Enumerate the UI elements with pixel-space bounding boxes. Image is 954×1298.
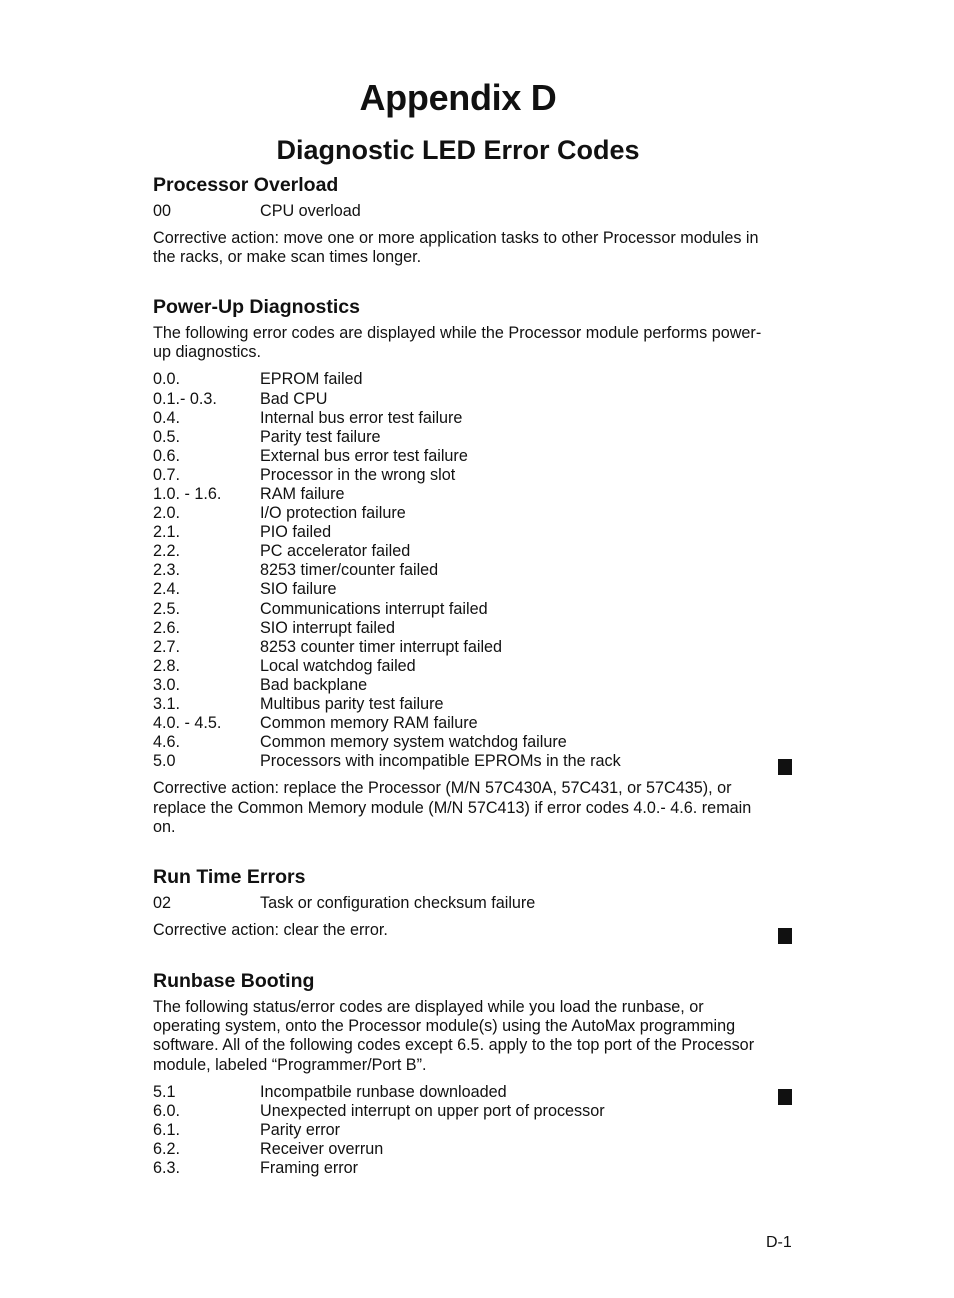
- error-code: 5.1: [153, 1082, 176, 1101]
- revision-change-bar: [778, 759, 792, 775]
- error-description: Receiver overrun: [260, 1140, 384, 1159]
- error-code: 0.4.: [153, 408, 181, 427]
- code-row: [153, 447, 773, 466]
- section-power-up-diagnostics: [153, 295, 773, 845]
- error-code: 2.0.: [153, 504, 181, 523]
- error-description: I/O protection failure: [260, 504, 406, 523]
- error-code: 2.2.: [153, 542, 181, 561]
- error-description: PIO failed: [260, 523, 332, 542]
- error-code: 2.5.: [153, 599, 181, 618]
- revision-change-bar: [778, 1089, 792, 1105]
- code-row: [153, 1140, 773, 1159]
- section-heading: Run Time Errors: [153, 866, 306, 888]
- code-list: [153, 894, 773, 913]
- corrective-action: Corrective action: move one or more application tasks to other Processor modules in the racks, or make scan times longer.: [153, 229, 759, 267]
- section-run-time-errors: [153, 865, 773, 948]
- code-row: [153, 561, 773, 580]
- error-code: 3.1.: [153, 695, 181, 713]
- code-row: [153, 638, 773, 657]
- code-row: [153, 1102, 773, 1121]
- section-runbase-booting: [153, 969, 773, 1186]
- code-row: [153, 485, 773, 504]
- section-heading: Runbase Booting: [153, 970, 315, 992]
- code-row: [153, 1159, 773, 1178]
- code-list: [153, 202, 773, 221]
- code-row: [153, 523, 773, 542]
- code-row: [153, 894, 773, 913]
- error-code: 4.0. - 4.5.: [153, 714, 222, 733]
- error-description: PC accelerator failed: [260, 542, 411, 561]
- code-row: [153, 1121, 773, 1140]
- error-code: 0.7.: [153, 465, 181, 484]
- error-description: Multibus parity test failure: [260, 695, 444, 713]
- error-code: 6.1.: [153, 1121, 181, 1139]
- code-row: [153, 466, 773, 485]
- error-description: 8253 counter timer interrupt failed: [260, 637, 503, 656]
- code-row: [153, 619, 773, 638]
- error-description: CPU overload: [260, 202, 361, 220]
- error-description: Task or configuration checksum failure: [260, 894, 536, 912]
- error-code: 0.1.- 0.3.: [153, 389, 217, 408]
- code-row: [153, 370, 773, 389]
- error-description: Processor in the wrong slot: [260, 465, 456, 484]
- code-list: [153, 370, 773, 771]
- section-processor-overload: [153, 173, 773, 276]
- code-row: [153, 714, 773, 733]
- error-description: 8253 timer/counter failed: [260, 561, 439, 580]
- code-row: [153, 542, 773, 561]
- code-list: [153, 1083, 773, 1178]
- page-number: D-1: [766, 1234, 792, 1251]
- error-description: Communications interrupt failed: [260, 599, 488, 618]
- error-code: 4.6.: [153, 733, 181, 752]
- code-row: [153, 1083, 773, 1102]
- error-description: Parity test failure: [260, 427, 381, 446]
- error-code: 2.4.: [153, 580, 181, 599]
- error-description: Internal bus error test failure: [260, 408, 463, 427]
- code-row: [153, 580, 773, 599]
- error-description: Common memory RAM failure: [260, 714, 478, 733]
- error-code: 3.0.: [153, 675, 181, 694]
- error-description: SIO interrupt failed: [260, 618, 395, 637]
- code-row: [153, 409, 773, 428]
- code-row: [153, 676, 773, 695]
- error-code: 2.6.: [153, 618, 181, 637]
- error-description: Parity error: [260, 1121, 341, 1139]
- error-description: Bad CPU: [260, 389, 328, 408]
- error-code: 2.3.: [153, 561, 181, 580]
- code-row: [153, 428, 773, 447]
- error-description: EPROM failed: [260, 370, 363, 389]
- error-code: 2.1.: [153, 523, 181, 542]
- error-description: Bad backplane: [260, 675, 368, 694]
- error-description: Incompatbile runbase downloaded: [260, 1082, 507, 1101]
- section-intro: The following status/error codes are displayed while you load the runbase, or operating system, onto the Processor module(s) using the AutoMax programming software. All of the following codes except 6.5. apply to the top port of the Processor module, labeled “Programmer/Port B”.: [153, 998, 755, 1074]
- error-description: Local watchdog failed: [260, 656, 416, 675]
- code-row: [153, 202, 773, 221]
- page-subtitle: Diagnostic LED Error Codes: [276, 135, 640, 166]
- corrective-action: Corrective action: clear the error.: [153, 921, 388, 940]
- error-description: Processors with incompatible EPROMs in the rack: [260, 752, 621, 771]
- error-code: 02: [153, 894, 172, 912]
- error-code: 2.7.: [153, 637, 181, 656]
- section-intro: The following error codes are displayed while the Processor module performs power-up diagnostics.: [153, 324, 762, 362]
- code-row: [153, 695, 773, 714]
- section-heading: Processor Overload: [153, 174, 339, 196]
- corrective-action: Corrective action: replace the Processor (M/N 57C430A, 57C431, or 57C435), or replace the Common Memory module (M/N 57C413) if error codes 4.0.- 4.6. remain on.: [153, 779, 752, 836]
- error-description: External bus error test failure: [260, 446, 468, 465]
- page-title: Appendix D: [359, 77, 557, 119]
- code-row: [153, 390, 773, 409]
- error-code: 6.2.: [153, 1140, 181, 1159]
- error-code: 5.0: [153, 752, 176, 771]
- error-description: Common memory system watchdog failure: [260, 733, 567, 752]
- error-code: 0.5.: [153, 427, 181, 446]
- error-code: 6.0.: [153, 1101, 181, 1120]
- error-code: 2.8.: [153, 656, 181, 675]
- code-row: [153, 600, 773, 619]
- section-heading: Power-Up Diagnostics: [153, 296, 360, 318]
- error-description: Unexpected interrupt on upper port of processor: [260, 1101, 605, 1120]
- error-description: Framing error: [260, 1159, 359, 1178]
- error-code: 00: [153, 202, 172, 220]
- error-description: SIO failure: [260, 580, 337, 599]
- error-code: 0.0.: [153, 370, 181, 389]
- error-code: 6.3.: [153, 1159, 181, 1178]
- error-code: 0.6.: [153, 446, 181, 465]
- code-row: [153, 657, 773, 676]
- error-code: 1.0. - 1.6.: [153, 484, 222, 503]
- code-row: [153, 733, 773, 752]
- code-row: [153, 504, 773, 523]
- error-description: RAM failure: [260, 484, 345, 503]
- revision-change-bar: [778, 928, 792, 944]
- code-row: [153, 752, 773, 771]
